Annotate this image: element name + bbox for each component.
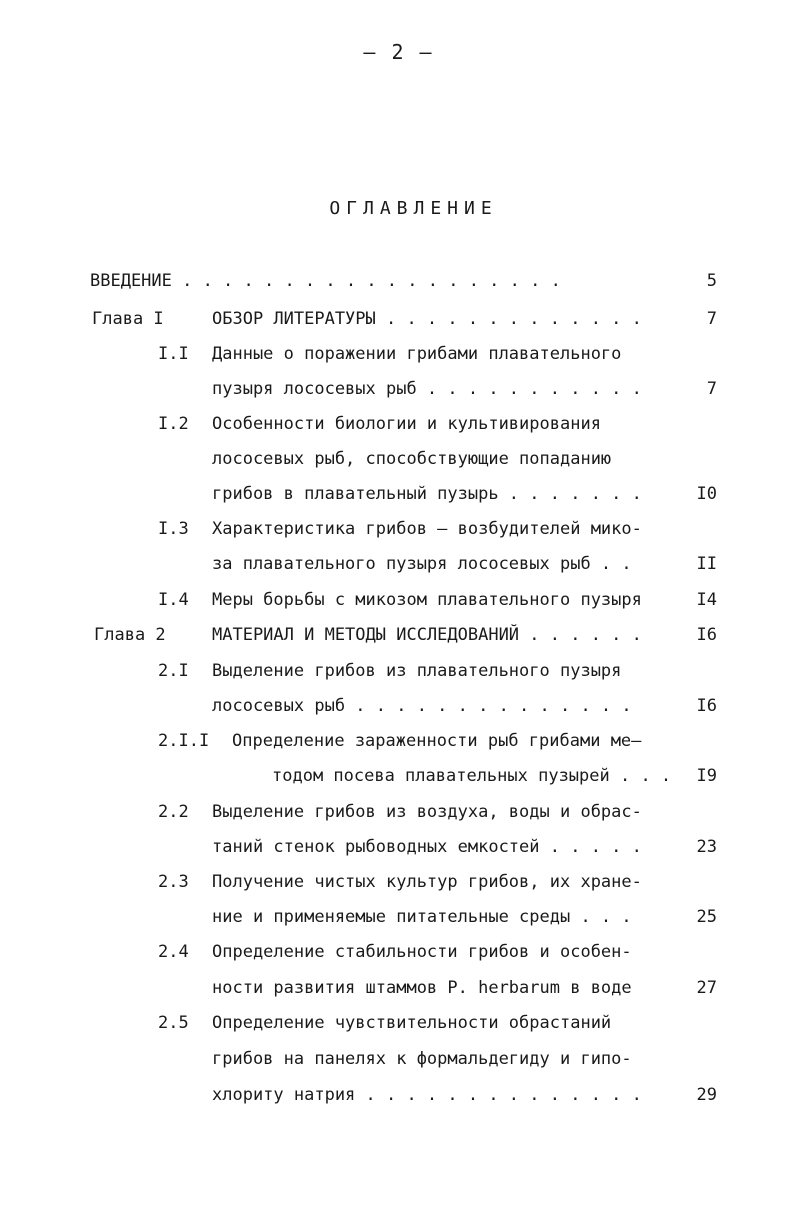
toc-entry-text: Выделение грибов из воздуха, воды и обрас- bbox=[212, 802, 642, 822]
toc-entry-text: Особенности биологии и культивирования bbox=[212, 414, 601, 434]
toc-page-number: I6 bbox=[696, 625, 717, 645]
toc-entry-text: тодом посева плавательных пузырей . . . bbox=[272, 766, 672, 786]
toc-section-number: I.3 bbox=[158, 519, 189, 539]
toc-section-number: 2.I bbox=[158, 661, 189, 681]
toc-subsection-number: 2.I.I bbox=[158, 731, 210, 751]
toc-entry-text: пузыря лососевых рыб . . . . . . . . . . . bbox=[212, 379, 642, 399]
toc-section-number: 2.5 bbox=[158, 1013, 189, 1033]
toc-chapter-number: Глава 2 bbox=[94, 625, 166, 645]
toc-entry-text: таний стенок рыбоводных емкостей . . . . . bbox=[212, 837, 642, 857]
toc-page-number: 7 bbox=[706, 379, 717, 399]
toc-entry-text: лососевых рыб, способствующие попаданию bbox=[212, 449, 612, 469]
toc-entry-text: ние и применяемые питательные среды . . . bbox=[212, 907, 632, 927]
toc-entry-text: грибов в плавательный пузырь . . . . . . . bbox=[212, 484, 642, 504]
toc-entry-intro: ВВЕДЕНИЕ . . . . . . . . . . . . . . . . . . . bbox=[90, 271, 561, 291]
toc-page-number: 29 bbox=[696, 1085, 717, 1105]
toc-entry-text: Определение стабильности грибов и особен- bbox=[212, 942, 632, 962]
page-title: ОГЛАВЛЕНИЕ bbox=[329, 198, 498, 219]
toc-entry-text: Меры борьбы с микозом плавательного пузыря bbox=[212, 590, 642, 610]
toc-entry-text: Получение чистых культур грибов, их хране- bbox=[212, 872, 642, 892]
toc-chapter-number: Глава I bbox=[92, 309, 164, 329]
toc-page-number: 27 bbox=[696, 978, 717, 998]
toc-section-number: 2.3 bbox=[158, 872, 189, 892]
toc-section-number: I.2 bbox=[158, 414, 189, 434]
page-number: – 2 – bbox=[363, 40, 434, 64]
toc-page-number: 23 bbox=[696, 837, 717, 857]
toc-entry-text: Данные о поражении грибами плавательного bbox=[212, 344, 622, 364]
toc-entry-text: Определение чувствительности обрастаний bbox=[212, 1013, 612, 1033]
toc-page-number: 5 bbox=[706, 271, 717, 291]
toc-page-number: II bbox=[696, 554, 717, 574]
toc-page-number: I0 bbox=[696, 484, 717, 504]
toc-page-number: I9 bbox=[696, 766, 717, 786]
toc-entry-text: за плавательного пузыря лососевых рыб . . bbox=[212, 554, 632, 574]
toc-page-number: I4 bbox=[696, 590, 717, 610]
toc-entry-text: Характеристика грибов – возбудителей мико- bbox=[212, 519, 642, 539]
toc-entry-chapter-1: ОБЗОР ЛИТЕРАТУРЫ . . . . . . . . . . . . . bbox=[212, 309, 642, 329]
toc-entry-text: Выделение грибов из плавательного пузыря bbox=[212, 661, 622, 681]
toc-section-number: I.4 bbox=[158, 590, 189, 610]
toc-entry-text: грибов на панелях к формальдегиду и гипо- bbox=[212, 1049, 632, 1069]
toc-section-number: 2.4 bbox=[158, 942, 189, 962]
toc-entry-chapter-2: МАТЕРИАЛ И МЕТОДЫ ИССЛЕДОВАНИЙ . . . . . . bbox=[212, 625, 642, 645]
toc-page-number: I6 bbox=[696, 696, 717, 716]
toc-section-number: 2.2 bbox=[158, 802, 189, 822]
toc-entry-text: Определение зараженности рыб грибами ме– bbox=[232, 731, 642, 751]
toc-page-number: 7 bbox=[706, 309, 717, 329]
toc-entry-text: хлориту натрия . . . . . . . . . . . . . . bbox=[212, 1085, 642, 1105]
toc-page-number: 25 bbox=[696, 907, 717, 927]
toc-entry-text: ности развития штаммов P. herbarum в воде bbox=[212, 978, 632, 998]
toc-entry-text: лососевых рыб . . . . . . . . . . . . . . bbox=[212, 696, 632, 716]
toc-section-number: I.I bbox=[158, 344, 189, 364]
